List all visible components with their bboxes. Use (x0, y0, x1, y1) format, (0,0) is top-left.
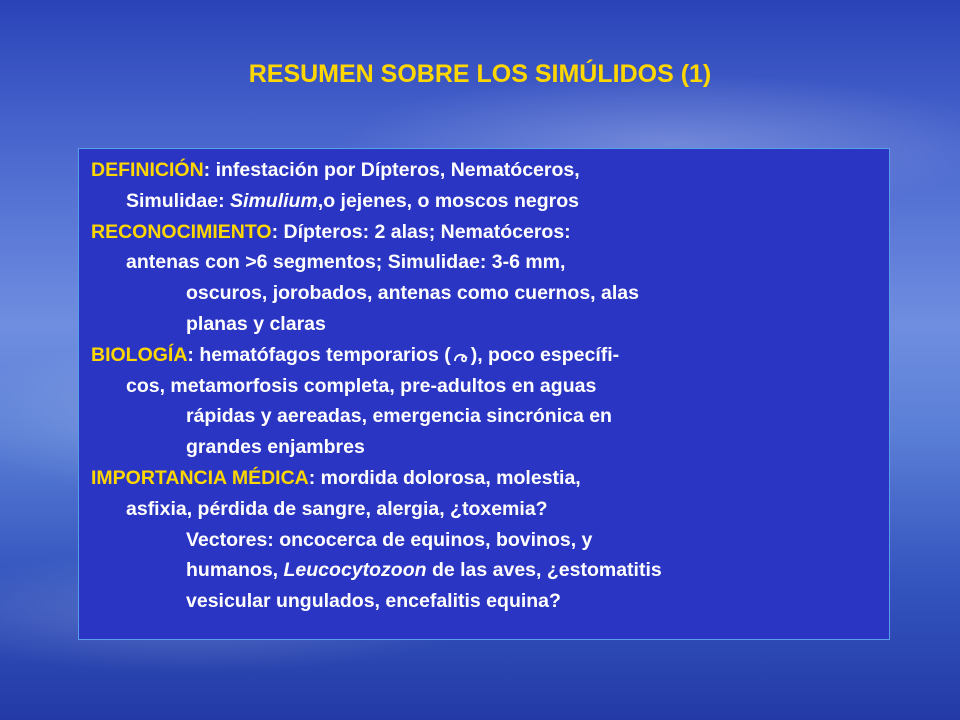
importancia-line-1 (91, 463, 879, 494)
definicion-line-2 (91, 186, 879, 217)
reconocimiento-line-3: oscuros, jorobados, antenas como cuernos, alas (186, 282, 639, 305)
reconocimiento-line-1 (91, 217, 879, 248)
definicion-label: DEFINICIÓN (91, 159, 204, 181)
importancia-text-4a: humanos, (186, 559, 284, 582)
reconocimiento-label: RECONOCIMIENTO (91, 220, 272, 243)
importancia-text-4c: de las aves, ¿estomatitis (426, 559, 662, 582)
importancia-line-4 (91, 555, 879, 586)
biologia-text-1b: ), poco específi- (470, 343, 620, 366)
definicion-genus: Simulium (230, 189, 318, 212)
biologia-line-1 (91, 340, 879, 371)
importancia-label: IMPORTANCIA MÉDICA (91, 466, 309, 489)
importancia-genus: Leucocytozoon (283, 559, 427, 582)
biologia-line-2: cos, metamorfosis completa, pre-adultos en aguas (126, 374, 597, 397)
reconocimiento-text-1: : Dípteros: 2 alas; Nematóceros: (271, 220, 571, 243)
definicion-line-1 (91, 155, 879, 186)
content-box (78, 148, 890, 640)
importancia-text-1: : mordida dolorosa, molestia, (308, 466, 581, 489)
biologia-line-3: rápidas y aereadas, emergencia sincrónica en (186, 405, 612, 428)
importancia-line-2: asfixia, pérdida de sangre, alergia, ¿toxemia? (126, 497, 548, 520)
slide-title: RESUMEN SOBRE LOS SIMÚLIDOS (1) (248, 60, 712, 88)
biologia-text-1a: : hematófagos temporarios ( (187, 343, 451, 366)
definicion-text-1: : infestación por Dípteros, Nematóceros, (203, 159, 580, 181)
importancia-line-5: vesicular ungulados, encefalitis equina? (186, 590, 561, 613)
female-sign-icon (453, 349, 469, 363)
biologia-label: BIOLOGÍA (91, 343, 188, 366)
importancia-line-3: Vectores: oncocerca de equinos, bovinos, y (186, 528, 593, 551)
definicion-text-2c: ,o jejenes, o moscos negros (317, 189, 579, 212)
reconocimiento-line-4: planas y claras (186, 312, 326, 335)
biologia-line-4: grandes enjambres (186, 436, 365, 459)
definicion-text-2a: Simulidae: (126, 189, 231, 212)
reconocimiento-line-2: antenas con >6 segmentos; Simulidae: 3-6 mm, (126, 251, 566, 274)
